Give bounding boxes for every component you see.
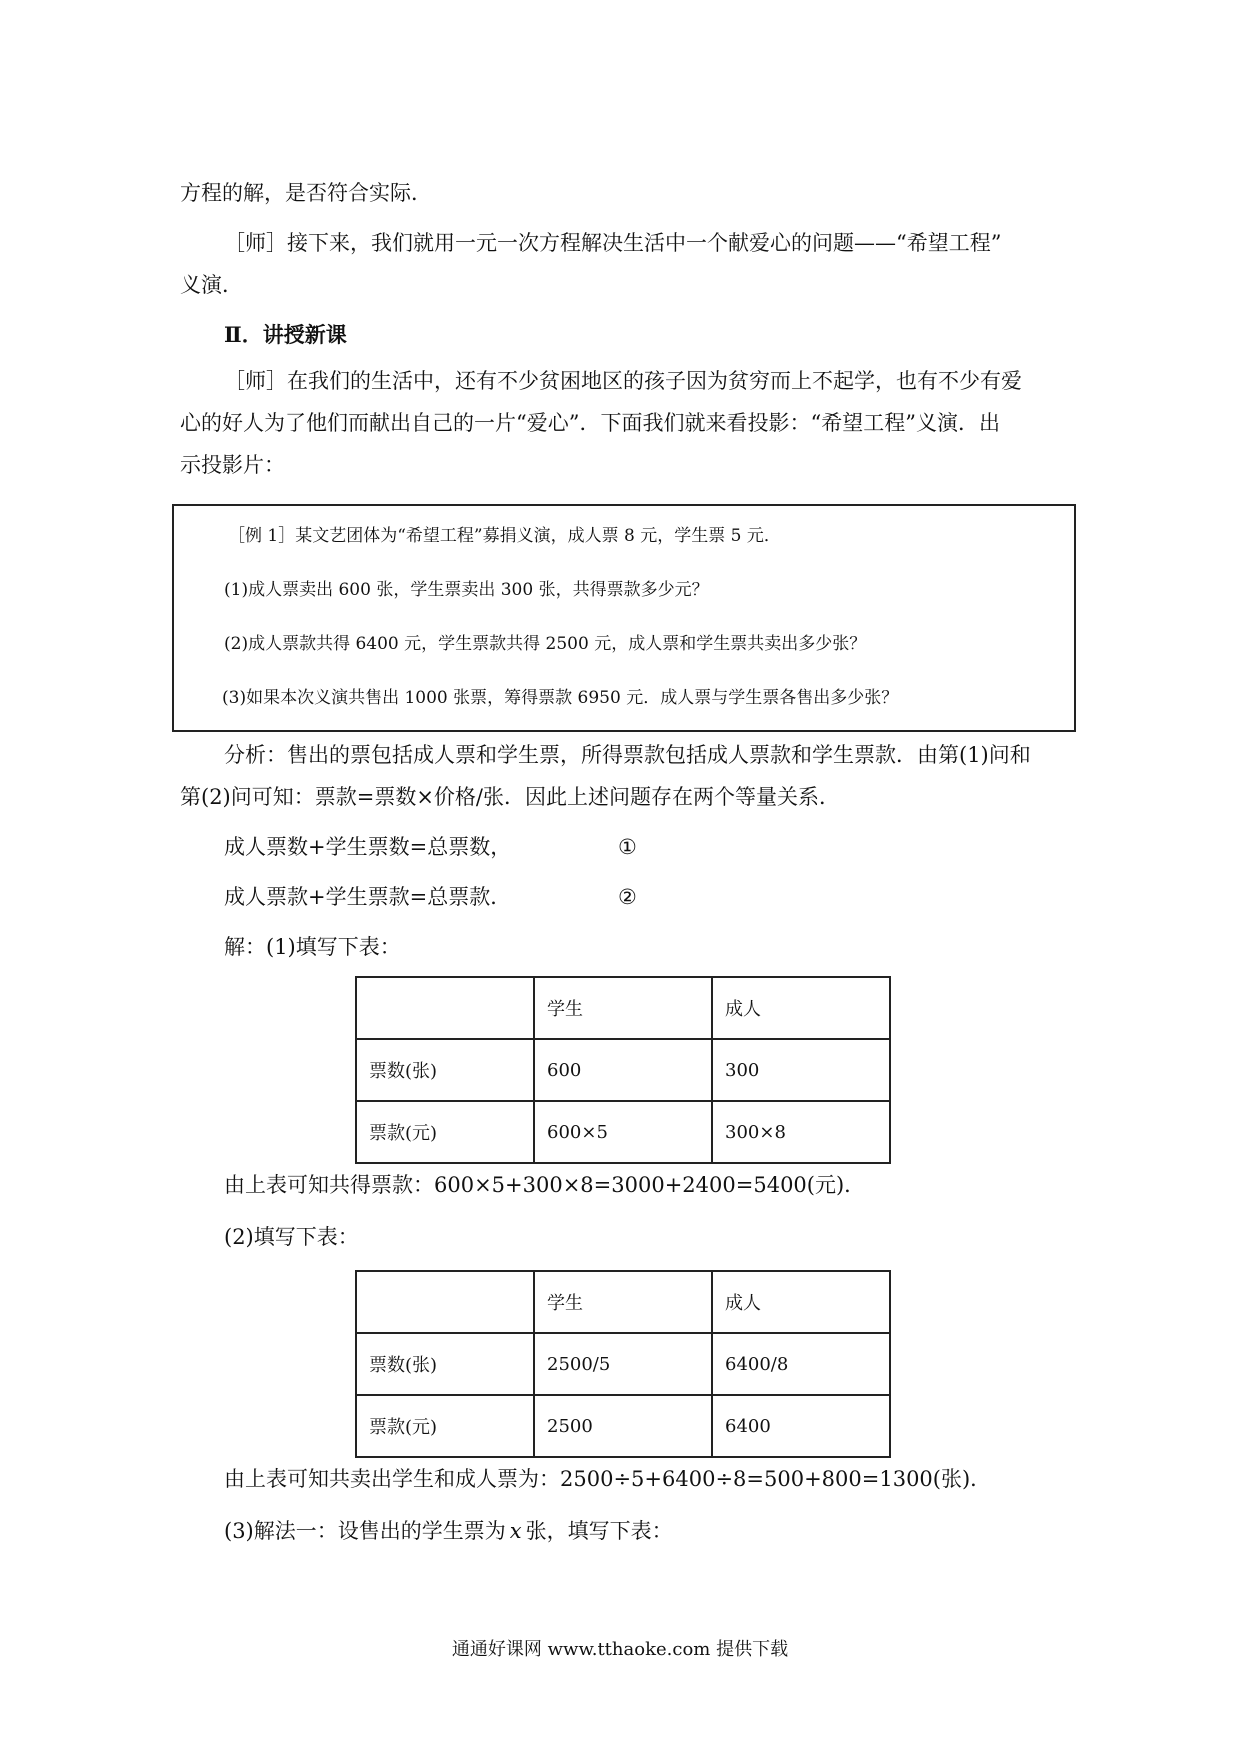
table-cell: 票数(张) [356,1039,534,1101]
table-cell: 2500 [534,1395,712,1457]
table-cell: 票款(元) [356,1395,534,1457]
table-cell: 学生 [534,977,712,1039]
teacher-remark-line: 心的好人为了他们而献出自己的一片“爱心”．下面我们就来看投影：“希望工程”义演．出 [180,411,1000,435]
analysis-line: 分析：售出的票包括成人票和学生票，所得票款包括成人票款和学生票款．由第(1)问和 [224,743,1031,767]
table-cell [356,977,534,1039]
page-footer: 通通好课网 www.tthaoke.com 提供下载 [451,1639,789,1660]
solution-part1-result: 由上表可知共得票款：600×5+300×8=3000+2400=5400(元)． [224,1173,866,1197]
teacher-remark-line: 示投影片： [180,453,285,477]
solution-part2-result: 由上表可知共卖出学生和成人票为：2500÷5+6400÷8=500+800=1300(张)． [224,1467,992,1491]
example-title: ［例 1］某文艺团体为“希望工程”募捐义演，成人票 8 元，学生票 5 元． [228,526,781,546]
example-box [172,504,1076,732]
solution-part3-intro [224,1516,673,1546]
table-row [356,1333,890,1395]
table-cell: 2500/5 [534,1333,712,1395]
equation-2: 成人票款+学生票款=总票款． [224,885,512,909]
equation-2-marker: ② [618,885,637,909]
table-cell: 票款(元) [356,1101,534,1163]
table-row [356,1039,890,1101]
table-cell: 600×5 [534,1101,712,1163]
table-header-row [356,977,890,1039]
variable-x: x [509,1519,522,1543]
solution-part2-intro: (2)填写下表： [224,1225,359,1249]
table-cell: 6400 [712,1395,890,1457]
teacher-remark-line: ［师］接下来，我们就用一元一次方程解决生活中一个献爱心的问题——“希望工程” [224,231,1002,255]
teacher-remark-line: 义演． [180,273,243,297]
ticket-table-2 [355,1270,891,1458]
table-row [356,1395,890,1457]
solution-part3-text-a: (3)解法一：设售出的学生票为 [224,1519,506,1543]
table-cell: 票数(张) [356,1333,534,1395]
equation-1: 成人票数+学生票数=总票数， [224,835,512,859]
table-cell: 600 [534,1039,712,1101]
table-header-row [356,1271,890,1333]
table-cell: 300 [712,1039,890,1101]
example-question-1: (1)成人票卖出 600 张，学生票卖出 300 张，共得票款多少元？ [224,580,709,600]
table-row [356,1101,890,1163]
table-cell: 6400/8 [712,1333,890,1395]
ticket-table-1 [355,976,891,1164]
analysis-line: 第(2)问可知：票款=票数×价格/张．因此上述问题存在两个等量关系． [180,785,841,809]
example-question-3: (3)如果本次义演共售出 1000 张票，筹得票款 6950 元．成人票与学生票各售出多少张？ [222,688,899,708]
table-cell [356,1271,534,1333]
solution-part3-text-b: 张，填写下表： [525,1519,673,1543]
teacher-remark-line: ［师］在我们的生活中，还有不少贫困地区的孩子因为贫穷而上不起学，也有不少有爱 [224,369,1022,393]
table-cell: 成人 [712,1271,890,1333]
intro-line: 方程的解，是否符合实际． [180,181,432,205]
table-cell: 300×8 [712,1101,890,1163]
section-heading: Ⅱ．讲授新课 [224,322,347,347]
table-cell: 学生 [534,1271,712,1333]
example-question-2: (2)成人票款共得 6400 元，学生票款共得 2500 元，成人票和学生票共卖出多少张？ [224,634,867,654]
solution-part1-intro: 解：(1)填写下表： [224,935,401,959]
equation-1-marker: ① [618,835,637,859]
table-cell: 成人 [712,977,890,1039]
